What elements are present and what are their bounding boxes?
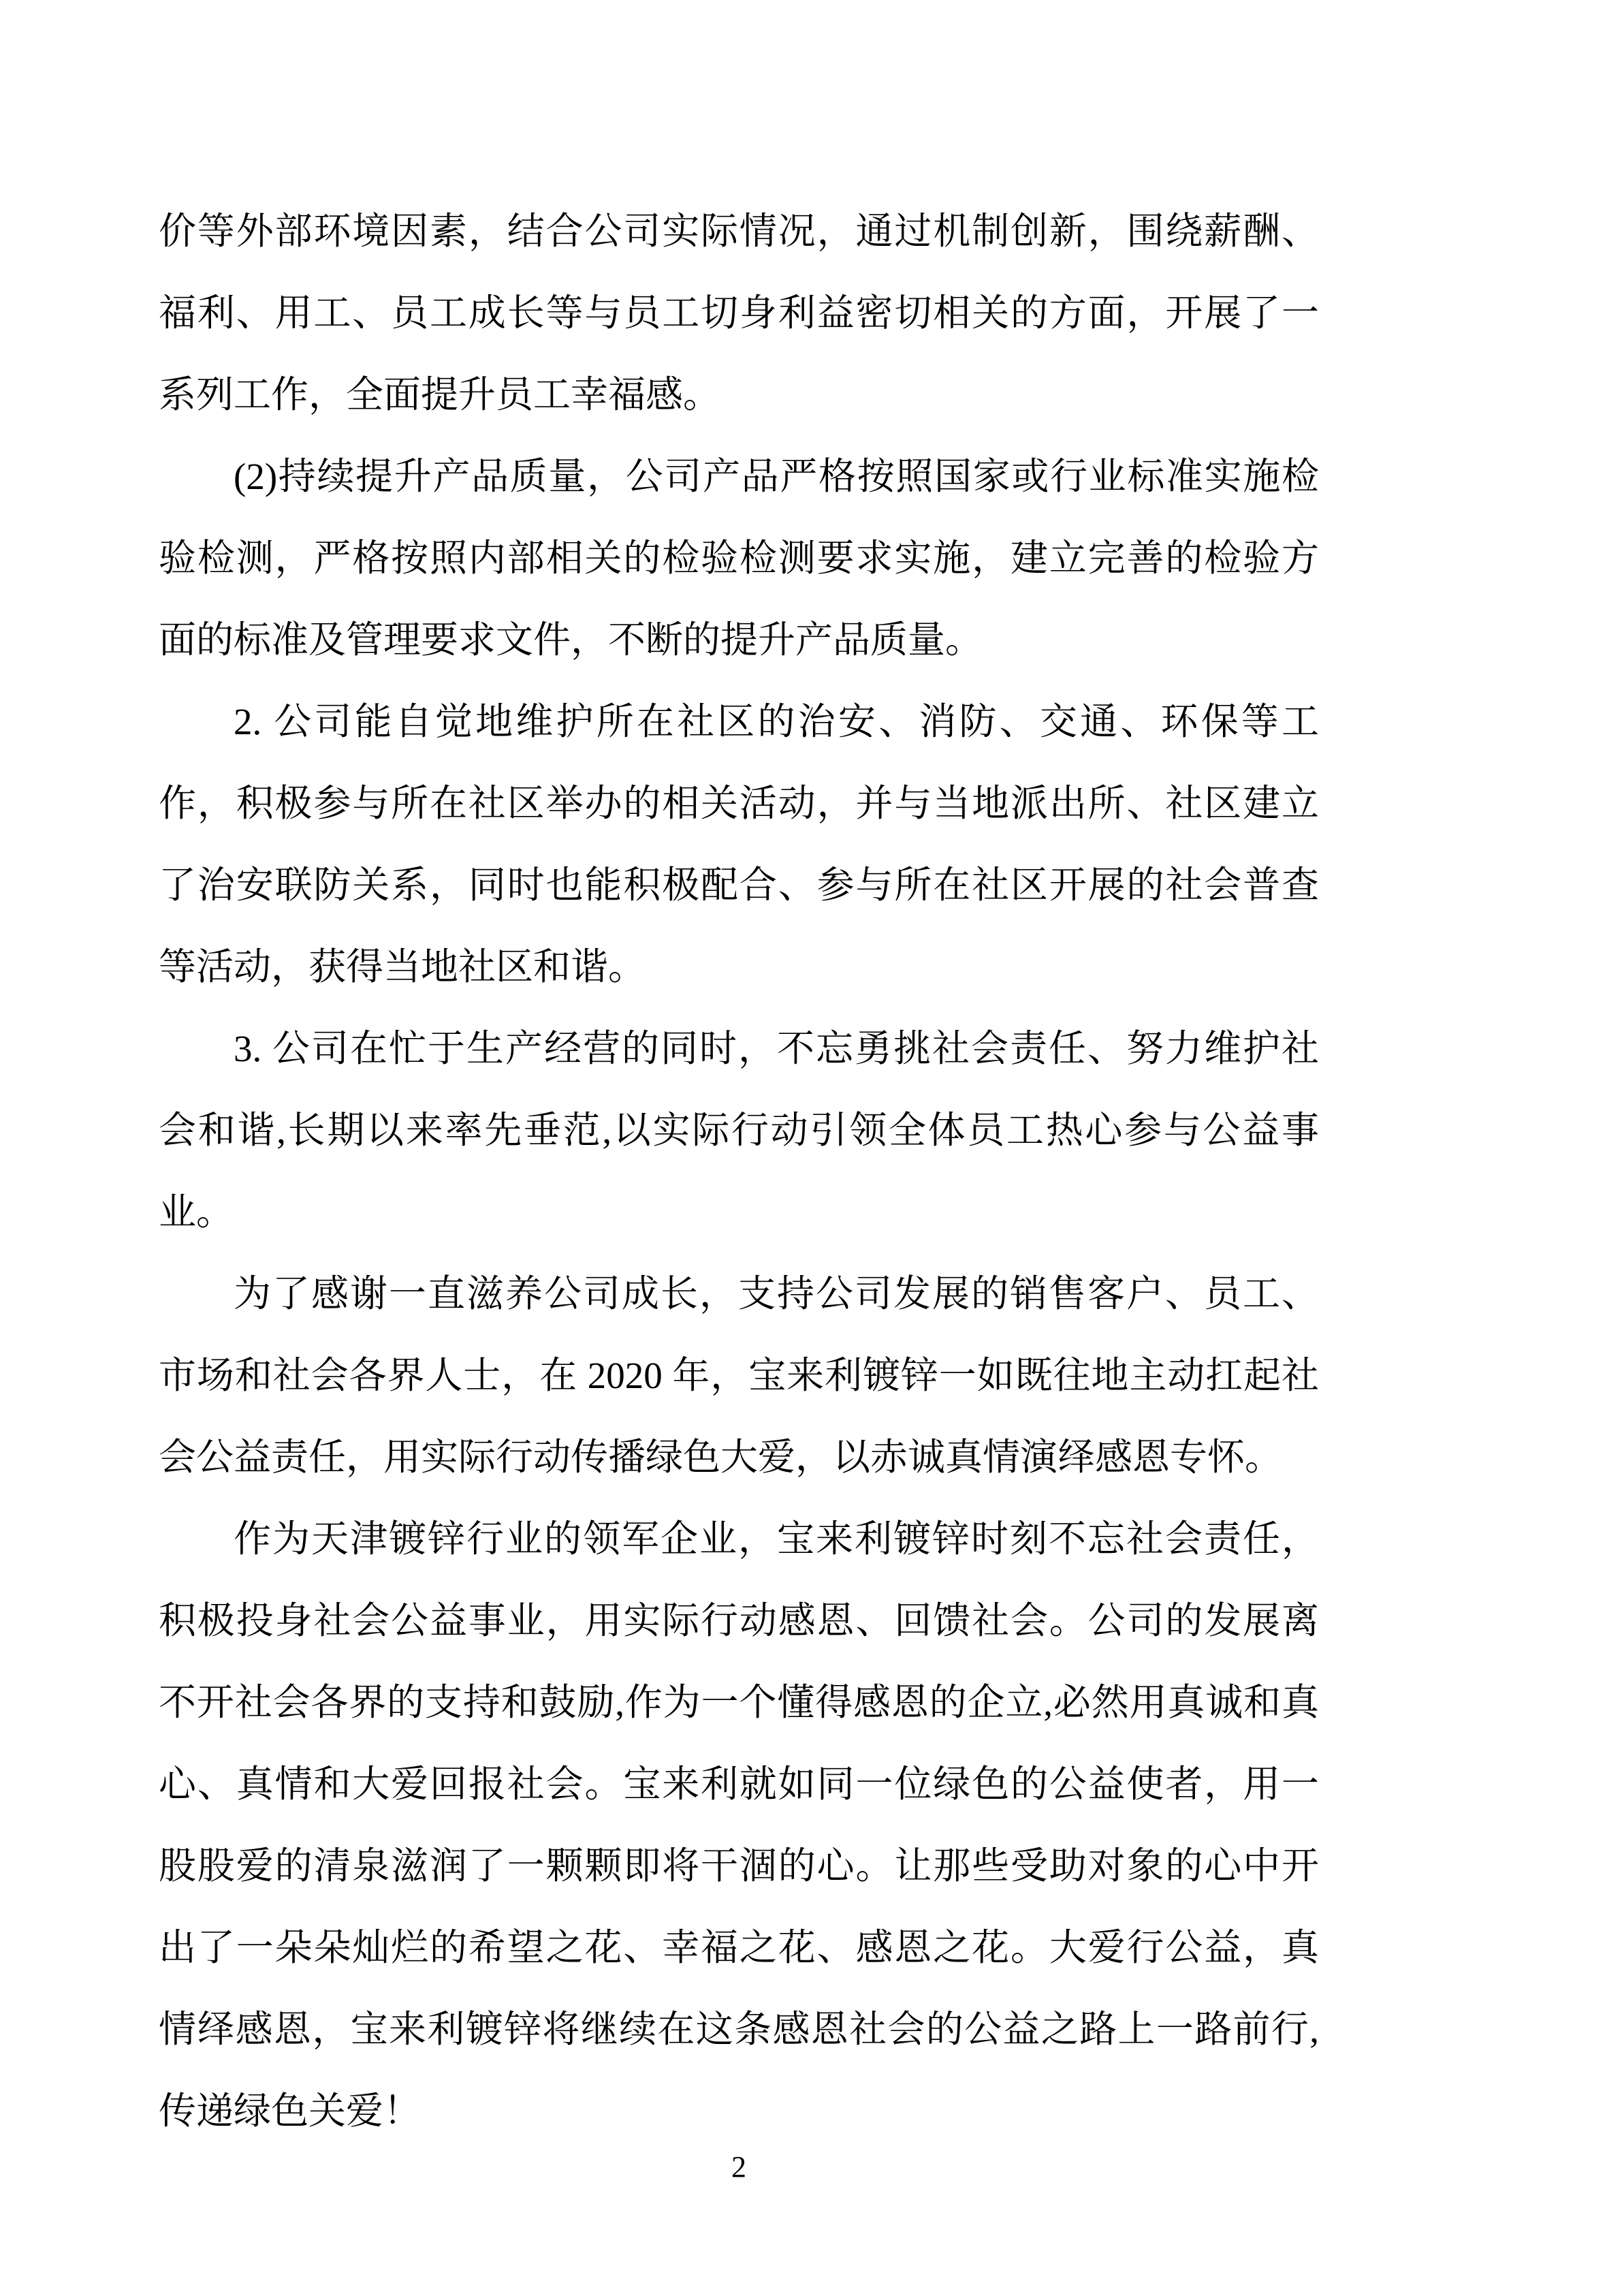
paragraph: 为了感谢一直滋养公司成长，支持公司发展的销售客户、员工、市场和社会各界人士，在 2020 年，宝来利镀锌一如既往地主动扛起社会公益责任，用实际行动传播绿色大爱，以赤诚真情演绎感恩专怀。	[159, 1273, 1319, 1478]
paragraph: 3. 公司在忙于生产经营的同时，不忘勇挑社会责任、努力维护社会和谐,长期以来率先垂范,以实际行动引领全体员工热心参与公益事业。	[159, 1028, 1319, 1233]
paragraph: 2. 公司能自觉地维护所在社区的治安、消防、交通、环保等工作，积极参与所在社区举办的相关活动，并与当地派出所、社区建立了治安联防关系，同时也能积极配合、参与所在社区开展的社会普查等活动，获得当地社区和谐。	[159, 701, 1319, 988]
paragraph: 价等外部环境因素，结合公司实际情况，通过机制创新，围绕薪酬、福利、用工、员工成长等与员工切身利益密切相关的方面，开展了一系列工作，全面提升员工幸福感。	[159, 210, 1319, 415]
document-body	[159, 191, 1319, 2152]
page-number: 2	[731, 2150, 746, 2184]
paragraph: (2)持续提升产品质量，公司产品严格按照国家或行业标准实施检验检测，严格按照内部相关的检验检测要求实施，建立完善的检验方面的标准及管理要求文件，不断的提升产品质量。	[159, 456, 1319, 661]
paragraph: 作为天津镀锌行业的领军企业，宝来利镀锌时刻不忘社会责任，积极投身社会公益事业，用实际行动感恩、回馈社会。公司的发展离不开社会各界的支持和鼓励,作为一个懂得感恩的企立,必然用真诚和真心、真情和大爱回报社会。宝来利就如同一位绿色的公益使者，用一股股爱的清泉滋润了一颗颗即将干涸的心。让那些受助对象的心中开出了一朵朵灿烂的希望之花、幸福之花、感恩之花。大爱行公益，真情绎感恩，宝来利镀锌将继续在这条感恩社会的公益之路上一路前行,传递绿色关爱！	[159, 1518, 1319, 2132]
